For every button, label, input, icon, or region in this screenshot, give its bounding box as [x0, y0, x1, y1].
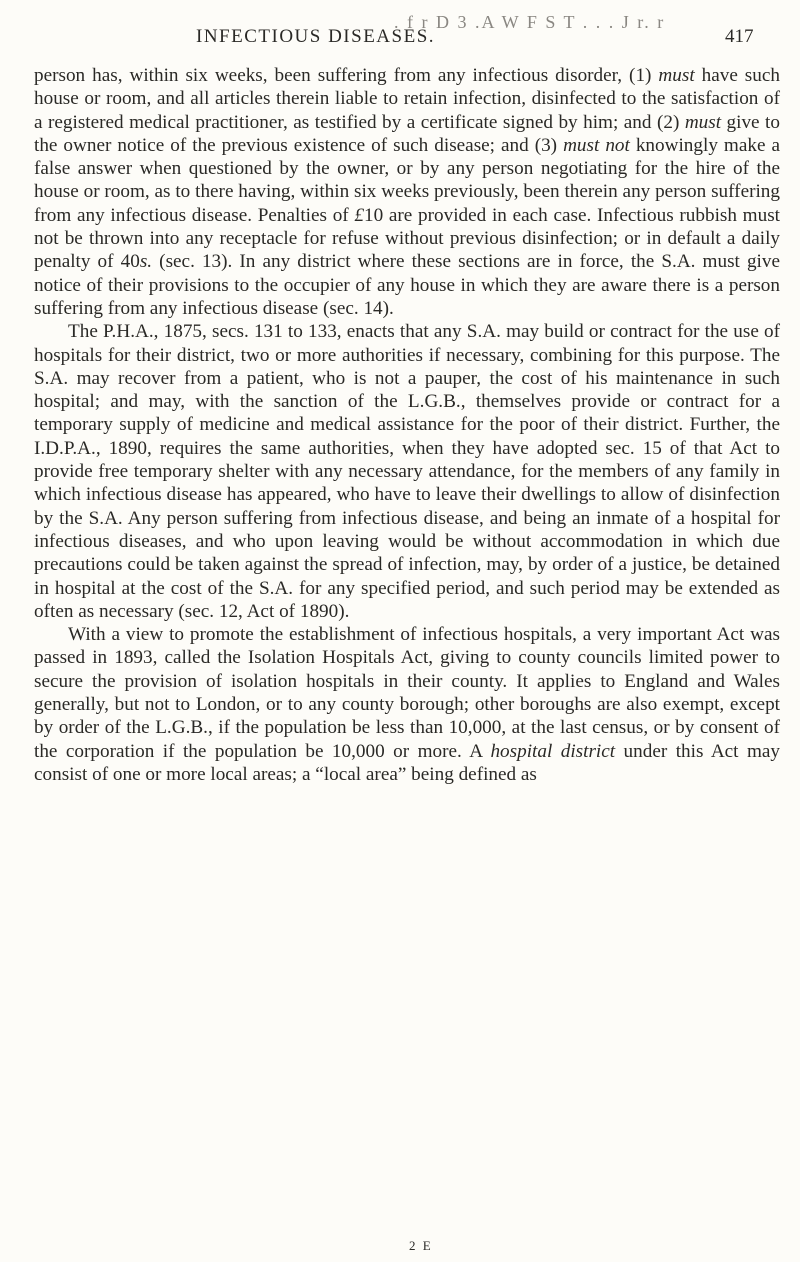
text-run: under this Act may consist of one or more local areas; a “local area” being defined as: [34, 740, 781, 785]
italic-run: must: [658, 65, 695, 86]
text-run: 10 are provided in each case. Infectious rubbish must not be thrown into any receptacle for refuse without previous disinfection; or in default a daily penalty of 40: [34, 204, 780, 273]
italic-run: £: [354, 204, 364, 226]
running-head: [34, 12, 784, 52]
paragraph: [34, 623, 780, 786]
italic-run: must: [684, 111, 722, 133]
running-title: INFECTIOUS DISEASES.: [196, 26, 436, 47]
page-number: 417: [725, 26, 754, 47]
text-run: knowingly make a false answer when questioned by the owner, or by any person negotiating for the hire of the house or room, as to there having, within six weeks previously, been therein any person suffering from any infectious disease. Penalties of: [34, 134, 780, 226]
paragraph: [34, 64, 780, 320]
text-run: (sec. 13). In any district where these sections are in force, the S.A. must give notice of their provisions to the occupier of any house in which they are aware there is a person suffering from any infectious disease (sec. 14).: [34, 251, 780, 319]
italic-run: s.: [139, 251, 153, 273]
italic-run: hospital district: [490, 740, 616, 762]
text-run: The P.H.A., 1875, secs. 131 to 133, enacts that any S.A. may build or contract for the use of hospitals for their district, two or more authorities if necessary, combining for this purpose. The S.A. may recover from a patient, who is not a pauper, the cost of his maintenance in such hospital; and may, with the sanction of the L.G.B., themselves provide or contract for a temporary supply of medicine and medical assistance for the poor of their district. Further, the I.D.P.A., 1890, requires the same authorities, when they have adopted sec. 15 of that Act to provide free temporary shelter with any necessary attendance, for the members of any family in which infectious disease has appeared, who have to leave their dwellings to allow of disinfection by the S.A. Any person suffering from infectious disease, and being an inmate of a hospital for infectious diseases, and who upon leaving would be without accommodation in which due precautions could be taken against the spread of infection, may, by order of a justice, be detained in hospital at the cost of the S.A. for any specified period, and such period may be extended as often as necessary (sec. 12, Act of 1890).: [34, 321, 780, 622]
bleed-through-marks: . f r D 3 .A W F S T . . . J r. r: [394, 12, 666, 32]
text-run: give to the owner notice of the previous existence of such disease; and (3): [34, 111, 780, 156]
italic-run: must not: [563, 134, 630, 156]
signature-mark: 2 E: [409, 1238, 433, 1253]
paragraph: [34, 320, 780, 623]
body-text: [34, 64, 780, 786]
text-run: With a view to promote the establishment of infectious hospitals, a very important Act was passed in 1893, called the Isolation Hospitals Act, giving to county councils limited power to secure the provision of isolation hospitals in their county. It applies to England and Wales generally, but not to London, or to any county borough; other boroughs are also exempt, except by order of the L.G.B., if the population be less than 10,000, at the last census, or by consent of the corporation if the population be 10,000 or more. A: [34, 624, 780, 762]
text-run: person has, within six weeks, been suffering from any infectious disorder, (1): [34, 65, 659, 86]
text-run: have such house or room, and all articles therein liable to retain infection, disinfected to the satisfaction of a registered medical practitioner, as testified by a certificate signed by him; and (2): [34, 65, 780, 133]
